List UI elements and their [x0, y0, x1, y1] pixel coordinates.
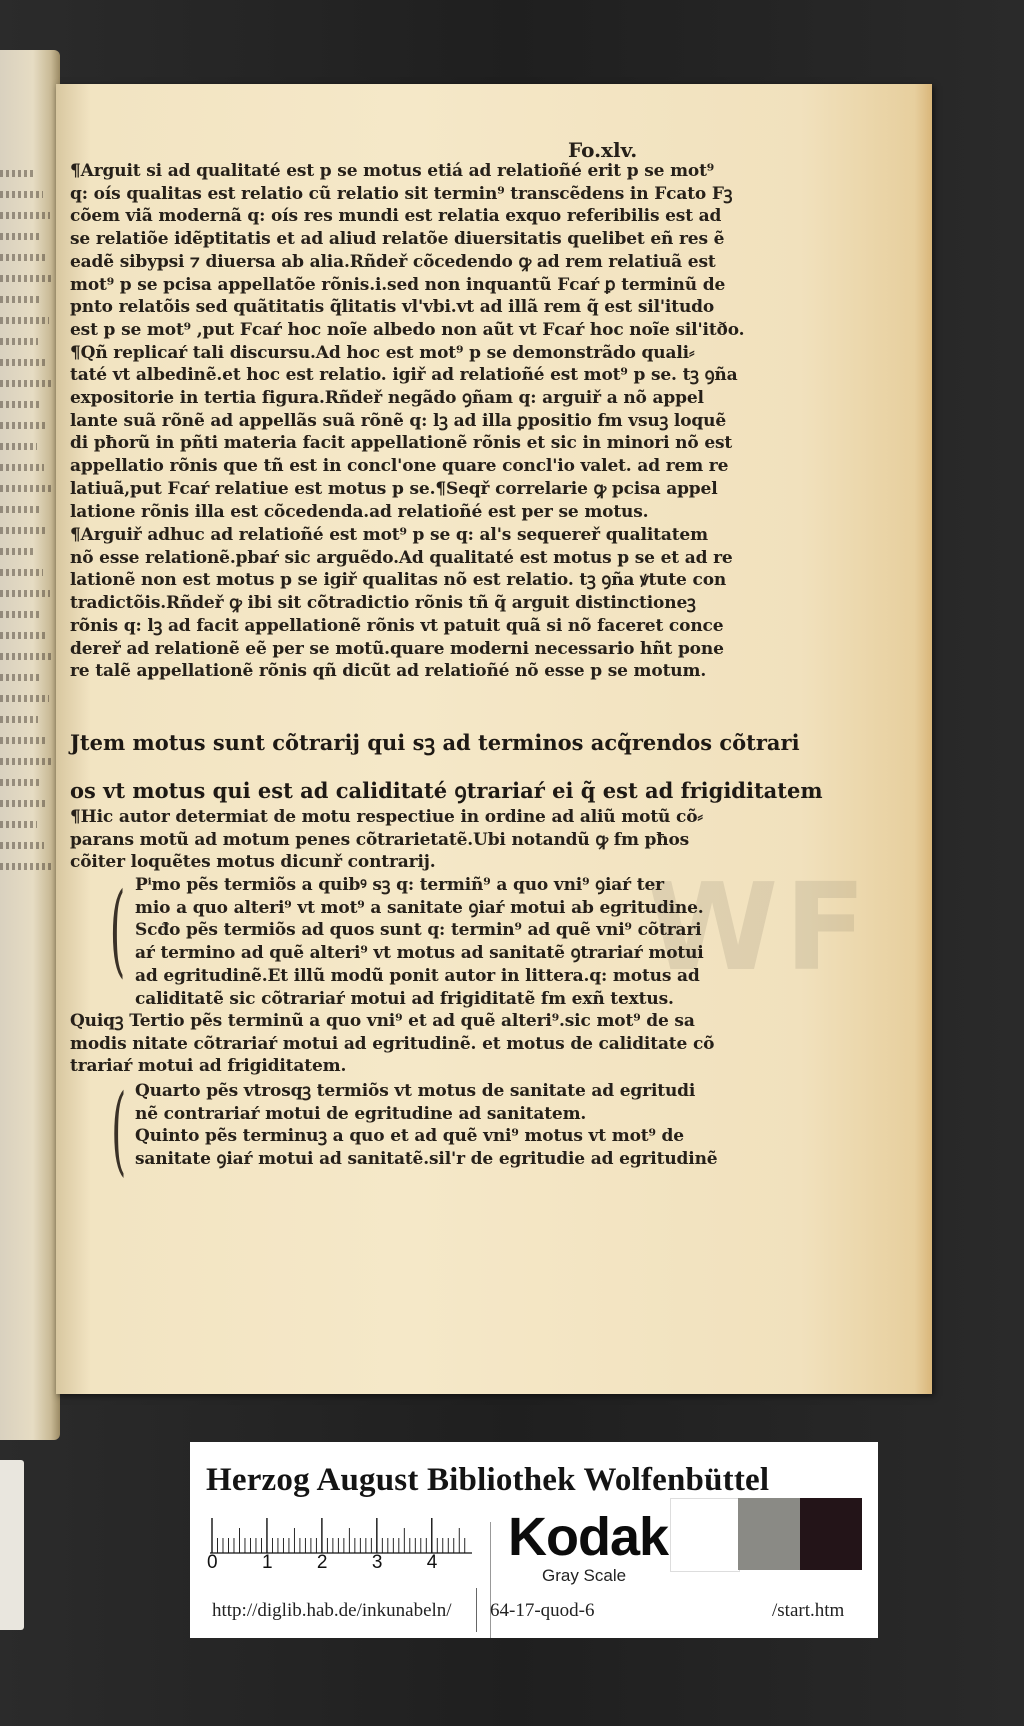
- paragraph-2-line: re talẽ appellationẽ rõnis qñ dicũt ad relatioñé nõ esse p se motum.: [70, 661, 707, 682]
- ghost-text-line: [0, 380, 52, 387]
- paragraph-1-line: expositorie in tertia figura.Rñdeř negãdo ꝯñam q: arguiř a nõ appel: [70, 388, 704, 409]
- ruler-number: 0: [207, 1552, 218, 1573]
- ruler-numbers: [207, 1552, 472, 1576]
- paragraph-1-line: eadẽ sibypsi ⁊ diuersa ab alia.Rñdeř cõcedendo ꝙ ad rem relatiuã est: [70, 251, 716, 272]
- ghost-text-line: [0, 317, 49, 324]
- paragraph-1-line: mot⁹ p se pcisa appellatõe rõnis.i.sed non inquantũ Fcaŕ ꝑ terminũ de: [70, 274, 726, 295]
- ghost-text-line: [0, 296, 42, 303]
- paragraph-2-line: ¶Arguiř adhuc ad relatioñé est mot⁹ p se q: al's sequereř qualitatem: [70, 525, 708, 545]
- ghost-text-line: [0, 863, 51, 870]
- library-color-card: [190, 1442, 878, 1638]
- paragraph-2-line: nõ esse relationẽ.pbaŕ sic arguẽdo.Ad qualitaté est motus p se et ad re: [70, 547, 733, 568]
- lemma-line-1: Jtem motus sunt cõtrarij qui sꝫ ad terminos acq̃rendos cõtrari: [70, 730, 800, 755]
- ruler-number: 2: [316, 1552, 328, 1573]
- paragraph-1-line: taté vt albedinẽ.et hoc est relatio. igiř ad relatioñé est mot⁹ p se. tꝫ ꝯña: [70, 365, 738, 386]
- paragraph-2: [70, 524, 733, 683]
- list-1-line: ad egritudinẽ.Et illũ modũ ponit autor in littera.q: motus ad: [135, 965, 700, 986]
- paragraph-1-line: est p se mot⁹ ,put Fcaŕ hoc noĩe albedo non aũt vt Fcaŕ hoc noĩe sil'itðo.: [70, 319, 745, 340]
- paragraph-2-line: rõnis q: lꝫ ad facit appellationẽ rõnis vt patuit quã si nõ faceret conce: [70, 615, 724, 636]
- paragraph-1-line: ¶Qñ replicaŕ tali discursu.Ad hoc est mot⁹ p se demonstrãdo quali⸗: [70, 342, 695, 363]
- list-1-line: caliditatẽ sic cõtrariaŕ motui ad frigiditatẽ fm exñ textus.: [135, 988, 674, 1009]
- ghost-text-line: [0, 170, 36, 177]
- ghost-text-line: [0, 443, 37, 450]
- card-divider-2: [476, 1588, 477, 1632]
- ghost-text-line: [0, 233, 39, 240]
- ghost-text-line: [0, 422, 48, 429]
- ghost-text-line: [0, 611, 39, 618]
- ghost-text-line: [0, 737, 45, 744]
- ghost-text-line: [0, 275, 53, 282]
- ghost-text-line: [0, 821, 37, 828]
- lemma-line-2: os vt motus qui est ad caliditaté ꝯtrariaŕ ei q̃ est ad frigiditatem: [70, 778, 823, 803]
- paragraph-1-line: ¶Arguit si ad qualitaté est p se motus etiá ad relatioñé erit p se mot⁹: [70, 161, 715, 181]
- paragraph-1-line: se relatiõe idẽptitatis et ad aliud relatõe diuersitatis quelibet eñ res ẽ: [70, 229, 725, 250]
- brace-left-2: (: [111, 1074, 127, 1186]
- paragraph-3-line: parans motũ ad motum penes cõtrarietatẽ.Ubi notandũ ꝙ fm pħos: [70, 829, 690, 850]
- kodak-logo: Kodak: [508, 1507, 669, 1567]
- list-2-line: Quinto pẽs terminuꝫ a quo et ad quẽ vni⁹ motus vt mot⁹ de: [135, 1126, 684, 1147]
- scale-ruler: [210, 1518, 472, 1554]
- folio-number: Fo.xlv.: [568, 138, 638, 162]
- paragraph-1-line: di pħorũ in pñti materia facit appellationẽ rõnis et sic in minori nõ est: [70, 433, 733, 454]
- ghost-text-line: [0, 548, 36, 555]
- gray-scale-label: Gray Scale: [542, 1566, 627, 1585]
- list-2-line: sanitate ꝯiaŕ motui ad sanitatẽ.sil'r de egritudie ad egritudinẽ: [135, 1149, 718, 1170]
- list-1-line: mio a quo alteri⁹ vt mot⁹ a sanitate ꝯiaŕ motui ab egritudine.: [135, 897, 704, 918]
- paragraph-4-line: modis nitate cõtrariaŕ motui ad egritudinẽ. et motus de caliditate cõ: [70, 1033, 715, 1054]
- ghost-text-line: [0, 716, 38, 723]
- ruler-number: 4: [426, 1552, 438, 1573]
- paragraph-4-line: trariaŕ motui ad frigiditatem.: [70, 1056, 347, 1077]
- ghost-text-line: [0, 212, 50, 219]
- ghost-text-line: [0, 527, 47, 534]
- ghost-text-line: [0, 653, 53, 660]
- swatch-dark: [800, 1498, 862, 1570]
- list-1-line: aŕ termino ad quẽ alteri⁹ vt motus ad sanitatẽ ꝯtrariaŕ motui: [135, 943, 704, 964]
- list-1: [135, 874, 704, 1010]
- paragraph-4-line: Quiqꝫ Tertio pẽs terminũ a quo vni⁹ et ad quẽ alteri⁹.sic mot⁹ de sa: [70, 1011, 695, 1031]
- ghost-text-line: [0, 590, 50, 597]
- faint-watermark: WF: [646, 859, 873, 998]
- shelfmark-tab: [0, 1460, 24, 1630]
- paragraph-3: [70, 806, 703, 874]
- ghost-text-line: [0, 758, 52, 765]
- paragraph-2-line: lationẽ non est motus p se igiř qualitas nõ est relatio. tꝫ ꝯña ꝟtute con: [70, 570, 727, 591]
- list-2: [135, 1080, 718, 1171]
- ruler-number: 3: [371, 1552, 383, 1573]
- ghost-text-line: [0, 254, 46, 261]
- ghost-text-line: [0, 842, 44, 849]
- ghost-text-line: [0, 401, 41, 408]
- ghost-text-line: [0, 464, 44, 471]
- paragraph-2-line: tradictõis.Rñdeř ꝙ ibi sit cõtradictio rõnis tñ q̃ arguit distinctioneꝫ: [70, 593, 696, 614]
- paragraph-1: [70, 160, 745, 523]
- paragraph-1-line: q: oís qualitas est relatio cũ relatio sit termin⁹ transcẽdens in Fcato Fꝫ: [70, 183, 733, 204]
- ghost-text-line: [0, 506, 40, 513]
- ghost-text-line: [0, 191, 43, 198]
- ghost-text-line: [0, 674, 42, 681]
- paragraph-4: [70, 1010, 715, 1078]
- ruler-number: 1: [261, 1552, 273, 1573]
- paragraph-1-line: lante suã rõnẽ ad appellãs suã rõnẽ q: lꝫ ad illa ꝑpositio fm vsuꝫ loquẽ: [70, 410, 727, 431]
- list-1-line: Scđo pẽs termiõs ad quos sunt q: termin⁹ ad quẽ vni⁹ cõtrari: [135, 920, 702, 941]
- adjacent-page-edge: [0, 50, 60, 1440]
- paragraph-1-line: latione rõnis illa est cõcedenda.ad relatioñé est per se motus.: [70, 501, 649, 522]
- url-middle: 64-17-quod-6: [490, 1600, 595, 1621]
- ghost-text-line: [0, 569, 43, 576]
- list-2-line: Quarto pẽs vtrosqꝫ termiõs vt motus de sanitate ad egritudi: [135, 1081, 696, 1101]
- ghost-text-line: [0, 800, 48, 807]
- paragraph-3-line: ¶Hic autor determiat de motu respectiue in ordine ad aliũ motũ cõ⸗: [70, 807, 703, 827]
- library-title: Herzog August Bibliothek Wolfenbüttel: [206, 1462, 770, 1498]
- paragraph-1-line: cõem viã modernã q: oís res mundi est relatia exquo referibilis est ad: [70, 206, 722, 227]
- ghost-text-line: [0, 338, 38, 345]
- paragraph-3-line: cõiter loquẽtes motus dicunř contrarij.: [70, 852, 436, 873]
- ghost-text-line: [0, 485, 51, 492]
- swatch-gray: [738, 1498, 800, 1570]
- ghost-text-line: [0, 779, 41, 786]
- paragraph-1-line: latiuã,put Fcaŕ relatiue est motus p se.¶Seqř correlarie ꝙ pcisa appel: [70, 478, 718, 499]
- list-1-line: Pⁱmo pẽs termiõs a quibꝰ sꝫ q: termiñ⁹ a quo vni⁹ ꝯiaŕ ter: [135, 875, 664, 895]
- url-left[interactable]: http://diglib.hab.de/inkunabeln/: [212, 1600, 452, 1621]
- ghost-text-line: [0, 632, 46, 639]
- paragraph-2-line: dereř ad relationẽ eẽ per se motũ.quare moderni necessario hñt pone: [70, 638, 724, 659]
- paragraph-1-line: appellatio rõnis que tñ est in concl'one quare concl'io valet. ad rem re: [70, 456, 729, 477]
- paragraph-1-line: pnto relatõis sed quãtitatis q̃litatis vl'vbi.vt ad illã rem q̃ est sil'itudo: [70, 297, 715, 318]
- ghost-text-line: [0, 359, 45, 366]
- list-2-line: nẽ contrariaŕ motui de egritudine ad sanitatem.: [135, 1103, 587, 1124]
- swatch-white: [670, 1498, 740, 1572]
- ghost-text-line: [0, 695, 49, 702]
- brace-left-1: (: [109, 871, 126, 988]
- url-right: /start.htm: [772, 1600, 845, 1621]
